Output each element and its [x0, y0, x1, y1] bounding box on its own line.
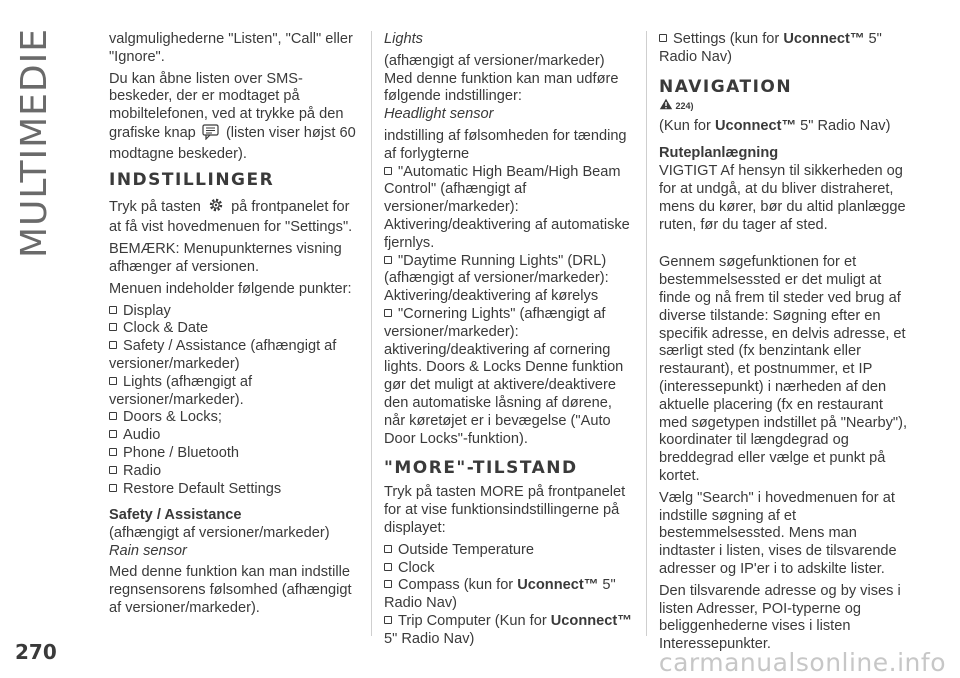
paragraph: Gennem søgefunktionen for et bestemmelsessted er det muligt at finde og nå frem til steder ved brug af diverse tilstande: Søgning efter en specifik adresse, en delvis adresse, et særligt sted (fx benzintank eller restaurant), et postnummer, et IP (interessepunkt) i nærheden af den aktuelle placering (fx en restaurant med søgetypen indstillet på "Nearby"), koordinater til længdegrad og breddegrad eller vælge et punkt på kortet.: [659, 254, 908, 484]
list-item-label: 5" Radio Nav): [659, 31, 882, 65]
list-item: [109, 481, 359, 499]
checkbox-square-icon: [384, 580, 392, 588]
heading-navigation: NAVIGATION: [659, 76, 793, 97]
side-title: MULTIMEDIE: [14, 28, 55, 259]
brand-name: Uconnect™: [550, 612, 632, 629]
list-item: [109, 374, 359, 410]
paragraph: Den tilsvarende adresse og by vises i listen Adresser, POI-typerne og beliggenhederne vises i listen Interessepunkter.: [659, 582, 901, 653]
settings-menu-list: [109, 303, 359, 499]
list-item-label: Radio: [123, 462, 162, 479]
list-item-label: Clock: [398, 559, 435, 576]
checkbox-square-icon: [109, 341, 117, 349]
column-3: [659, 31, 909, 658]
list-item: [109, 338, 359, 374]
column-2: [384, 31, 634, 649]
paragraph: Med denne funktion kan man udføre følgende indstillinger:: [384, 70, 619, 105]
list-item-label: Doors & Locks;: [123, 409, 222, 426]
heading-ruteplanlaegning: Ruteplanlægning: [659, 145, 779, 162]
checkbox-square-icon: [384, 563, 392, 571]
checkbox-square-icon: [109, 448, 117, 456]
list-item: [384, 613, 634, 649]
list-item-label: Restore Default Settings: [123, 480, 282, 497]
subheading-lights: Lights: [384, 31, 423, 47]
list-item-label: Compass (kun for: [398, 577, 518, 594]
list-item: [109, 303, 359, 321]
list-item: [384, 542, 634, 560]
list-item-label: Audio: [123, 427, 161, 444]
paragraph: Menuen indeholder følgende punkter:: [109, 280, 352, 297]
column-divider: [646, 31, 647, 636]
heading-indstillinger: INDSTILLINGER: [109, 169, 275, 190]
list-item-label: 5" Radio Nav): [384, 630, 475, 647]
list-item: [384, 306, 634, 448]
list-item-label: 5" Radio Nav): [384, 577, 616, 612]
brand-name: Uconnect™: [714, 118, 797, 135]
column-divider: [371, 31, 372, 636]
heading-more-tilstand: "MORE"-TILSTAND: [384, 458, 578, 479]
list-item-label: Outside Temperature: [398, 541, 535, 558]
paragraph: Vælg "Search" i hovedmenuen for at indstille søgning af et bestemmelsessted. Mens man indtaster i listen, vises de tilsvarende adresser og IP'er i to adskilte lister.: [659, 489, 897, 577]
lights-options-list: [384, 164, 634, 449]
list-item-label: Trip Computer (Kun for: [398, 612, 551, 629]
text: 5" Radio Nav): [796, 118, 891, 135]
column-1: [109, 31, 359, 621]
checkbox-square-icon: [384, 545, 392, 553]
paragraph: indstilling af følsomheden for tænding af forlygterne: [384, 127, 627, 162]
list-item: [109, 463, 359, 481]
checkbox-square-icon: [109, 484, 117, 492]
sms-list-icon: [202, 124, 220, 146]
checkbox-square-icon: [384, 616, 392, 624]
list-item: [659, 31, 909, 67]
checkbox-square-icon: [659, 34, 667, 42]
list-item: [109, 320, 359, 338]
list-item: [384, 253, 634, 306]
list-item: [109, 409, 359, 427]
paragraph: Med denne funktion kan man indstille regnsensorens følsomhed (afhængigt af versioner/markeder).: [109, 563, 352, 616]
text: Du kan åbne listen over SMS-beskeder, der er modtaget på mobiltelefonen, ved at trykke på den grafiske knap: [109, 70, 344, 141]
paragraph: VIGTIGT Af hensyn til sikkerheden og for at undgå, at du bliver distraheret, mens du kører, bør du altid planlægge ruten, før du tager af sted.: [659, 163, 906, 233]
warning-reference: [659, 98, 909, 117]
paragraph: (afhængigt af versioner/markeder): [109, 525, 330, 542]
checkbox-square-icon: [109, 306, 117, 314]
heading-safety-assistance: Safety / Assistance: [109, 507, 242, 524]
list-item-label: Lights (afhængigt af versioner/markeder).: [109, 373, 252, 408]
gear-icon: [207, 196, 225, 220]
more-options-list: [384, 542, 634, 649]
checkbox-square-icon: [109, 430, 117, 438]
text: (Kun for: [659, 118, 715, 135]
list-item: [384, 577, 634, 613]
paragraph: [109, 71, 359, 164]
list-item-label: Phone / Bluetooth: [123, 444, 240, 461]
paragraph: valgmulighederne "Listen", "Call" eller "Ignore".: [109, 31, 353, 65]
watermark: carmanualsonline.info: [658, 648, 946, 677]
checkbox-square-icon: [109, 466, 117, 474]
list-item-label: Clock & Date: [123, 320, 209, 337]
list-item-label: "Cornering Lights" (afhængigt af versioner/markeder): aktivering/deaktivering af cornering lights. Doors & Locks Denne funktion gør det muligt at aktivere/deaktivere den automatiske låsning af dørene, når køretøjet er i bevægelse ("Auto Door Locks"-funktion).: [384, 305, 624, 447]
checkbox-square-icon: [384, 167, 392, 175]
brand-name: Uconnect™: [517, 577, 599, 594]
list-item-label: Display: [123, 302, 171, 319]
checkbox-square-icon: [109, 377, 117, 385]
list-item-label: Settings (kun for: [673, 31, 784, 47]
subheading-headlight-sensor: Headlight sensor: [384, 106, 494, 123]
paragraph: [659, 118, 909, 136]
text: Tryk på tasten: [109, 198, 201, 215]
list-item-label: Safety / Assistance (afhængigt af versioner/markeder): [109, 338, 337, 372]
list-item: [109, 427, 359, 445]
text: på frontpanelet for at få vist hovedmenuen for "Settings".: [109, 198, 353, 236]
paragraph: [109, 196, 359, 238]
brand-name: Uconnect™: [783, 31, 865, 47]
text: (listen viser højst 60 modtagne beskeder).: [109, 124, 356, 162]
paragraph: (afhængigt af versioner/markeder): [384, 52, 605, 69]
list-item-label: "Automatic High Beam/High Beam Control" (afhængigt af versioner/markeder): Aktivering/deaktivering af automatiske fjernlys.: [384, 163, 630, 251]
warning-triangle-icon: [659, 102, 676, 112]
subheading-rain-sensor: Rain sensor: [109, 543, 187, 560]
list-item-label: "Daytime Running Lights" (DRL) (afhængigt af versioner/markeder): Aktivering/deaktivering af kørelys: [384, 252, 609, 305]
checkbox-square-icon: [109, 323, 117, 331]
list-item: [384, 560, 634, 578]
paragraph: Tryk på tasten MORE på frontpanelet for at vise funktionsindstillingerne på displayet:: [384, 484, 626, 536]
list-item: [384, 164, 634, 253]
warning-number: 224): [675, 100, 694, 111]
page-number: 270: [15, 640, 57, 664]
checkbox-square-icon: [384, 256, 392, 264]
paragraph: BEMÆRK: Menupunkternes visning afhænger af versionen.: [109, 241, 342, 275]
list-item: [109, 445, 359, 463]
checkbox-square-icon: [384, 309, 392, 317]
checkbox-square-icon: [109, 412, 117, 420]
